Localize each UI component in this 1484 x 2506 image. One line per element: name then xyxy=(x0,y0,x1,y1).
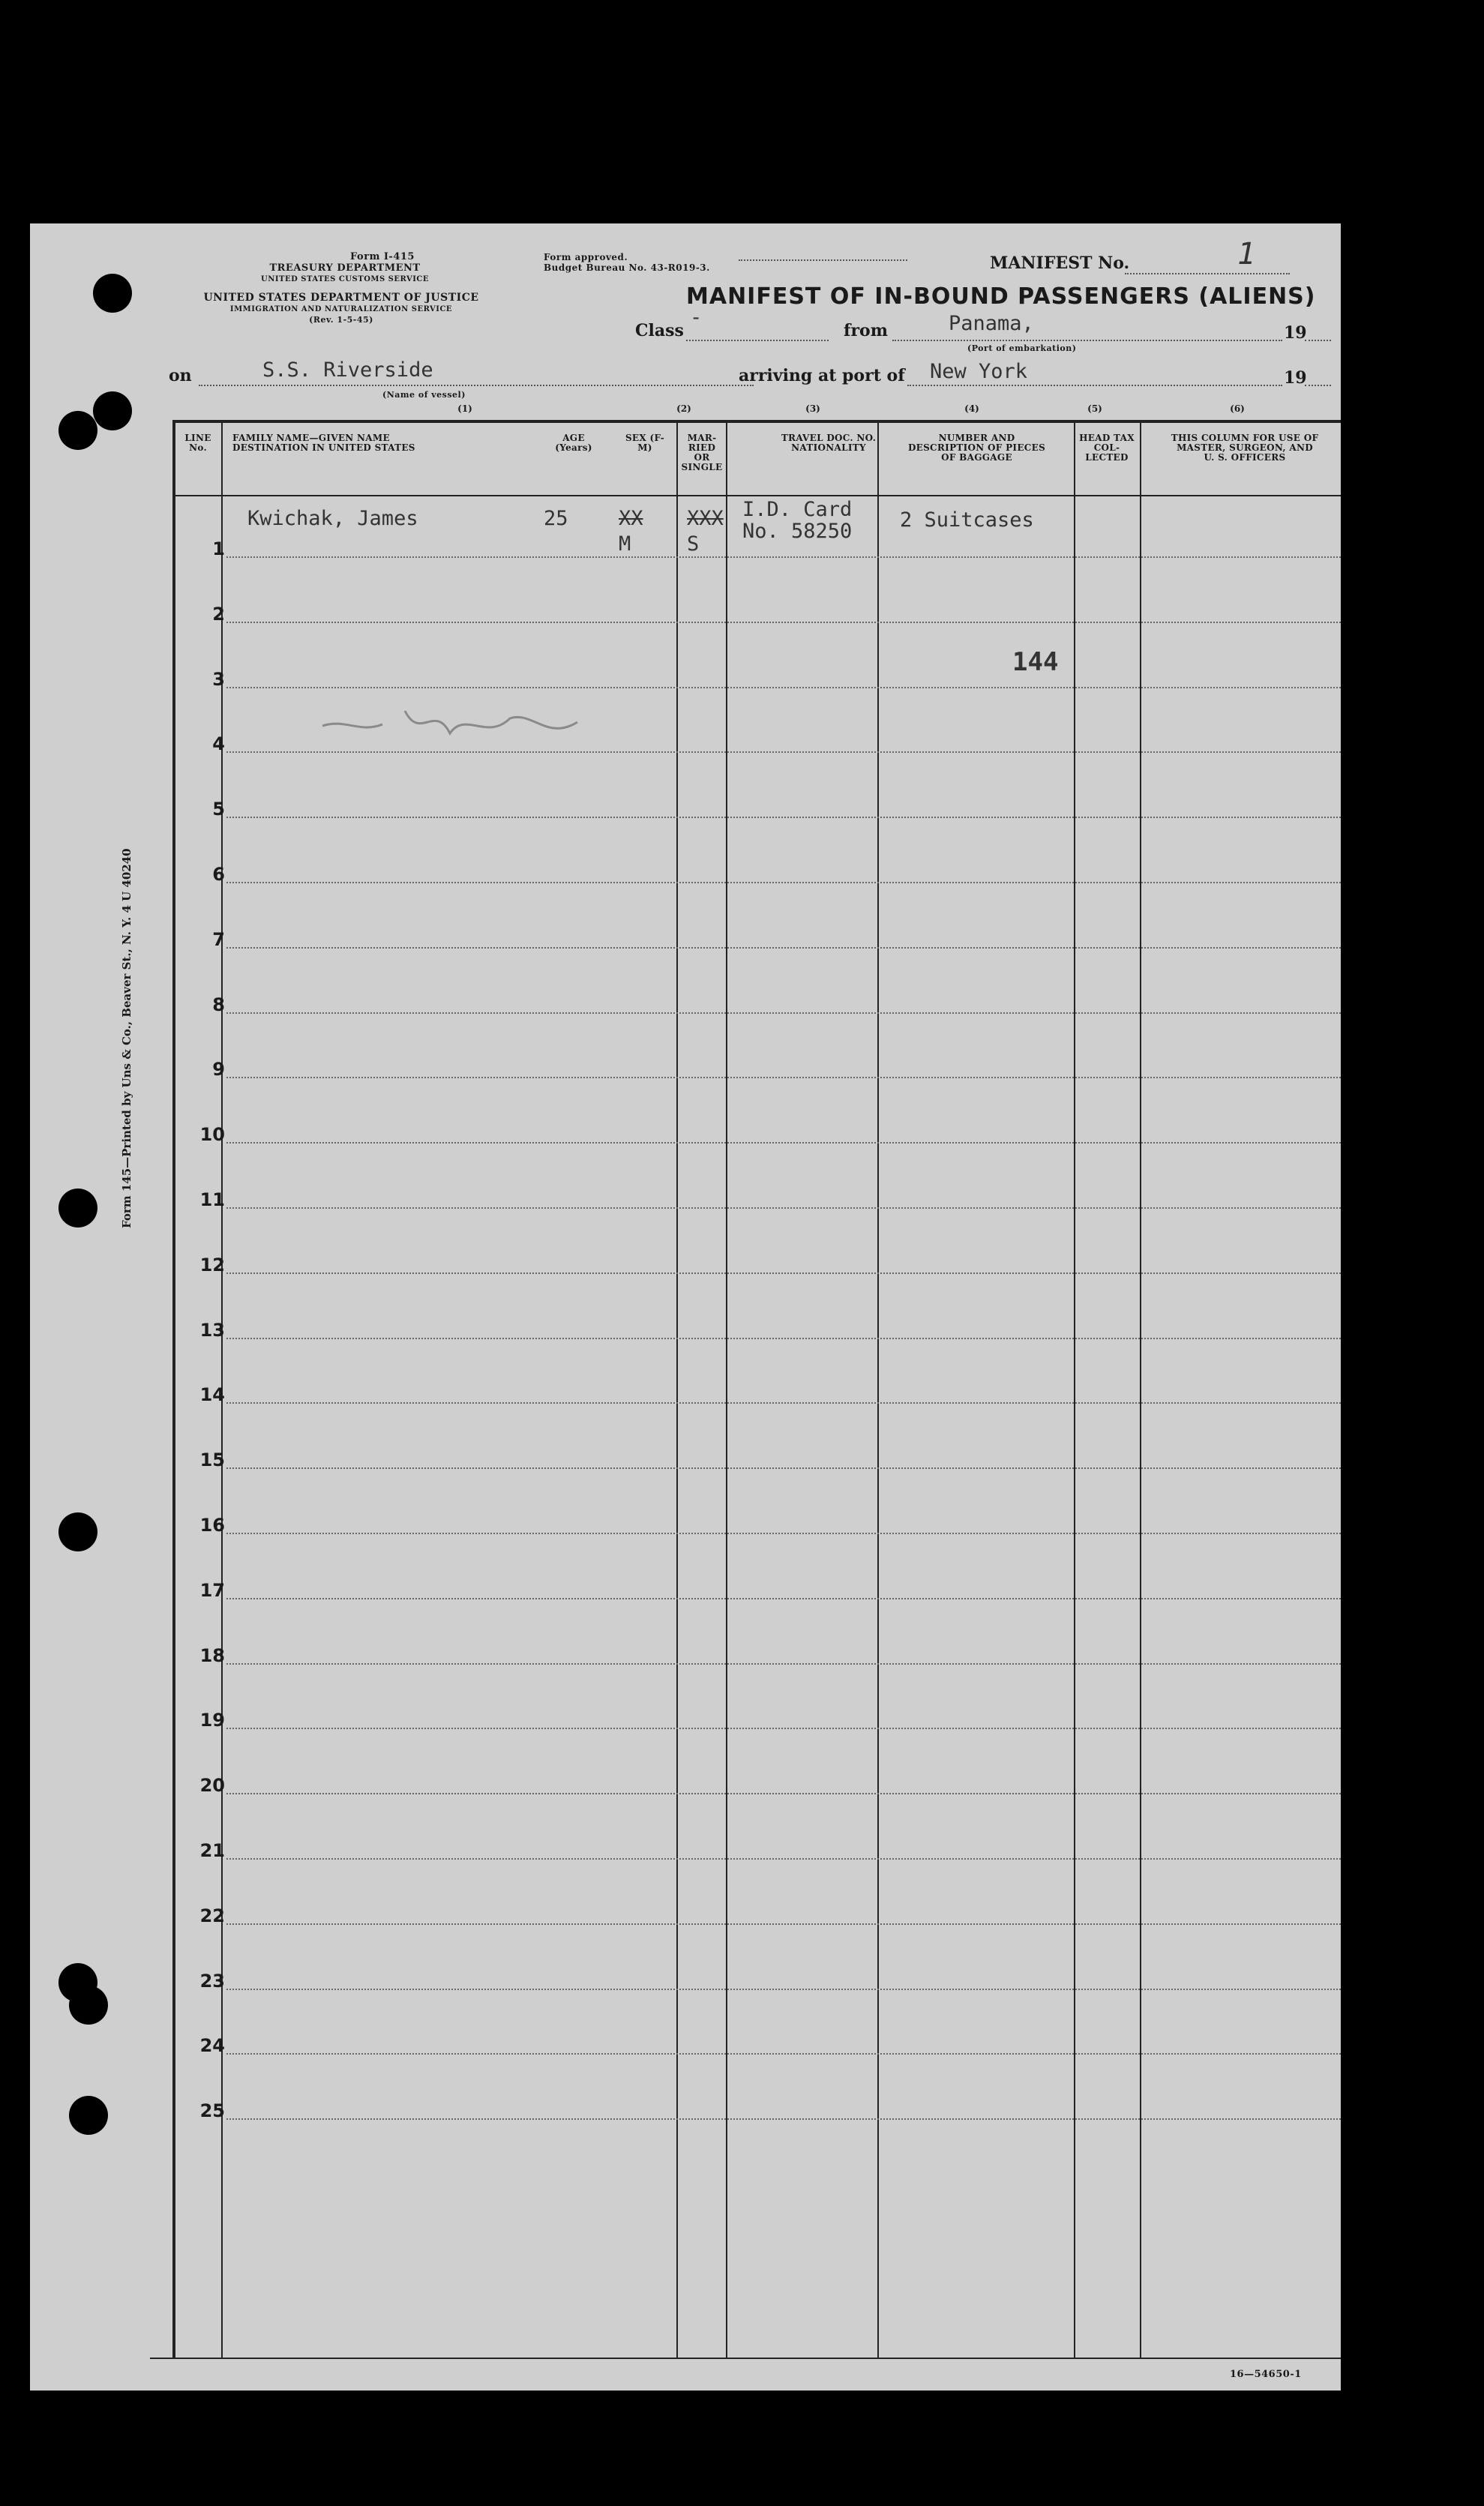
line-number: 24 xyxy=(199,2035,225,2057)
line-number: 17 xyxy=(199,1579,225,1601)
on-label: on xyxy=(169,366,192,385)
line-number: 8 xyxy=(212,994,225,1015)
passenger-name: Kwichak, James xyxy=(247,507,418,530)
form-number: Form I-415 xyxy=(350,251,415,262)
table-row xyxy=(30,1995,1341,2061)
colnum-5: (5) xyxy=(1087,403,1102,414)
line-number: 25 xyxy=(199,2100,225,2122)
table-row xyxy=(30,1215,1341,1280)
line-number: 12 xyxy=(199,1254,225,1275)
row-dotted-rule xyxy=(226,1467,1341,1469)
table-row xyxy=(30,1344,1341,1410)
from-dots xyxy=(892,340,1282,341)
table-row xyxy=(30,499,1341,564)
table-row xyxy=(30,1866,1341,1931)
table-row xyxy=(30,1150,1341,1215)
row-dotted-rule xyxy=(226,1728,1341,1729)
colnum-2: (2) xyxy=(676,403,691,414)
table-row xyxy=(30,1475,1341,1540)
year-label-1: 19 xyxy=(1284,323,1307,343)
footer-code: 16—54650-1 xyxy=(1230,2369,1302,2380)
row-dotted-rule xyxy=(226,687,1341,688)
table-row xyxy=(30,889,1341,955)
line-number: 3 xyxy=(212,668,225,690)
table-row xyxy=(30,1019,1341,1084)
row-dotted-rule xyxy=(226,556,1341,558)
line-number: 21 xyxy=(199,1840,225,1861)
table-row xyxy=(30,1280,1341,1345)
from-value: Panama, xyxy=(949,312,1034,335)
budget-bureau: Budget Bureau No. 43-R019-3. xyxy=(544,262,710,273)
class-label: Class xyxy=(635,321,684,340)
manifest-rows xyxy=(30,499,1341,2358)
punch-hole xyxy=(58,411,97,450)
table-top-rule xyxy=(172,420,1341,423)
manifest-no-value: 1 xyxy=(1237,237,1256,271)
header-age: AGE (Years) xyxy=(555,433,592,453)
table-row xyxy=(30,824,1341,889)
passenger-sex: M xyxy=(619,532,631,556)
header-officers: THIS COLUMN FOR USE OF MASTER, SURGEON, AND U. S. OFFICERS xyxy=(1171,433,1319,463)
line-number: 5 xyxy=(212,799,225,820)
punch-hole xyxy=(93,274,132,313)
row-dotted-rule xyxy=(226,1338,1341,1339)
punch-hole xyxy=(58,1512,97,1551)
passenger-married: S xyxy=(687,532,700,556)
punch-hole xyxy=(58,1189,97,1228)
row-dotted-rule xyxy=(226,1142,1341,1144)
approval-dots xyxy=(739,259,907,261)
sex-struck: XX xyxy=(619,507,643,530)
line-number: 9 xyxy=(212,1059,225,1081)
colnum-1: (1) xyxy=(457,403,472,414)
year-dots-1 xyxy=(1305,340,1331,341)
row-dotted-rule xyxy=(226,1663,1341,1665)
class-dots xyxy=(686,340,829,341)
table-row xyxy=(30,1410,1341,1475)
line-number: 15 xyxy=(199,1449,225,1471)
vessel-value: S.S. Riverside xyxy=(262,358,433,382)
line-number: 11 xyxy=(199,1189,225,1210)
class-value: - xyxy=(690,306,703,329)
signature-scribble xyxy=(315,696,607,756)
row-dotted-rule xyxy=(226,1012,1341,1014)
travel-doc-line2: No. 58250 xyxy=(742,520,853,543)
line-number: 18 xyxy=(199,1644,225,1666)
line-number: 19 xyxy=(199,1710,225,1731)
arriving-value: New York xyxy=(930,360,1028,383)
stamp-number: 144 xyxy=(1012,647,1059,677)
from-label: from xyxy=(844,321,889,340)
row-dotted-rule xyxy=(226,1402,1341,1404)
table-row xyxy=(30,564,1341,629)
table-row xyxy=(30,1605,1341,1671)
line-number: 4 xyxy=(212,733,225,755)
line-number: 1 xyxy=(212,538,225,559)
header-headtax: HEAD TAX COL- LECTED xyxy=(1079,433,1135,463)
vessel-caption: (Name of vessel) xyxy=(382,390,466,400)
table-row xyxy=(30,1540,1341,1605)
ins-heading: IMMIGRATION AND NATURALIZATION SERVICE xyxy=(229,305,453,313)
line-number: 14 xyxy=(199,1384,225,1406)
row-dotted-rule xyxy=(226,2118,1341,2120)
table-row xyxy=(30,1735,1341,1800)
colnum-3: (3) xyxy=(805,403,820,414)
punch-hole xyxy=(69,1986,108,2025)
table-row xyxy=(30,759,1341,824)
row-dotted-rule xyxy=(226,2053,1341,2055)
header-sex: SEX (F-M) xyxy=(625,433,665,453)
revision-date: (Rev. 1-5-45) xyxy=(309,315,373,325)
justice-heading: UNITED STATES DEPARTMENT OF JUSTICE xyxy=(203,292,479,304)
row-dotted-rule xyxy=(226,1533,1341,1534)
baggage-value: 2 Suitcases xyxy=(900,508,1034,532)
row-dotted-rule xyxy=(226,1858,1341,1860)
row-dotted-rule xyxy=(226,1793,1341,1794)
form-approved: Form approved. xyxy=(544,252,628,262)
line-number: 10 xyxy=(199,1124,225,1146)
vessel-dots xyxy=(199,385,754,386)
table-row xyxy=(30,1670,1341,1735)
row-dotted-rule xyxy=(226,947,1341,949)
side-printer-imprint: Form 145—Printed by Uns & Co., Beaver St., N. Y. 4 U 40240 xyxy=(120,848,133,1228)
row-dotted-rule xyxy=(226,1923,1341,1925)
row-dotted-rule xyxy=(226,882,1341,883)
married-struck: XXX xyxy=(687,507,724,530)
header-baggage: NUMBER AND DESCRIPTION OF PIECES OF BAGGAGE xyxy=(907,433,1046,463)
line-number: 13 xyxy=(199,1319,225,1341)
table-row xyxy=(30,1800,1341,1866)
table-row xyxy=(30,1931,1341,1996)
arriving-label: arriving at port of xyxy=(739,366,905,385)
travel-doc-line1: I.D. Card xyxy=(742,498,853,521)
table-row xyxy=(30,2061,1341,2126)
line-number: 22 xyxy=(199,1905,225,1926)
table-row xyxy=(30,1084,1341,1150)
line-number: 20 xyxy=(199,1775,225,1797)
line-number: 2 xyxy=(212,603,225,625)
manifest-no-label: MANIFEST No. xyxy=(990,253,1130,273)
punch-hole xyxy=(69,2096,108,2135)
passenger-age: 25 xyxy=(544,507,568,530)
year-dots-2 xyxy=(1305,385,1331,386)
line-number: 6 xyxy=(212,864,225,885)
header-line-no: LINE No. xyxy=(184,433,211,453)
table-row xyxy=(30,629,1341,694)
row-dotted-rule xyxy=(226,1207,1341,1209)
manifest-no-dots xyxy=(1125,273,1290,274)
treasury-heading: TREASURY DEPARTMENT xyxy=(269,262,421,274)
line-number: 23 xyxy=(199,1970,225,1992)
page-title: MANIFEST OF IN-BOUND PASSENGERS (ALIENS) xyxy=(686,283,1316,310)
line-number: 7 xyxy=(212,928,225,950)
year-label-2: 19 xyxy=(1284,368,1307,388)
port-embarkation-caption: (Port of embarkation) xyxy=(967,343,1077,353)
header-name: FAMILY NAME—GIVEN NAME DESTINATION IN UNITED STATES xyxy=(232,433,415,453)
manifest-page xyxy=(30,223,1341,2391)
table-row xyxy=(30,955,1341,1020)
table-row xyxy=(30,694,1341,759)
row-dotted-rule xyxy=(226,622,1341,623)
header-travel: TRAVEL DOC. NO. NATIONALITY xyxy=(781,433,877,453)
colnum-4: (4) xyxy=(964,403,979,414)
row-dotted-rule xyxy=(226,817,1341,818)
row-dotted-rule xyxy=(226,1272,1341,1274)
header-bottom-rule xyxy=(172,495,1341,496)
punch-hole xyxy=(93,391,132,430)
row-dotted-rule xyxy=(226,1077,1341,1078)
colnum-6: (6) xyxy=(1230,403,1245,414)
line-number: 16 xyxy=(199,1515,225,1536)
arriving-dots xyxy=(907,385,1282,386)
row-dotted-rule xyxy=(226,1989,1341,1990)
header-married: MAR- RIED OR SINGLE xyxy=(681,433,723,472)
row-dotted-rule xyxy=(226,1598,1341,1599)
customs-heading: UNITED STATES CUSTOMS SERVICE xyxy=(261,275,429,283)
